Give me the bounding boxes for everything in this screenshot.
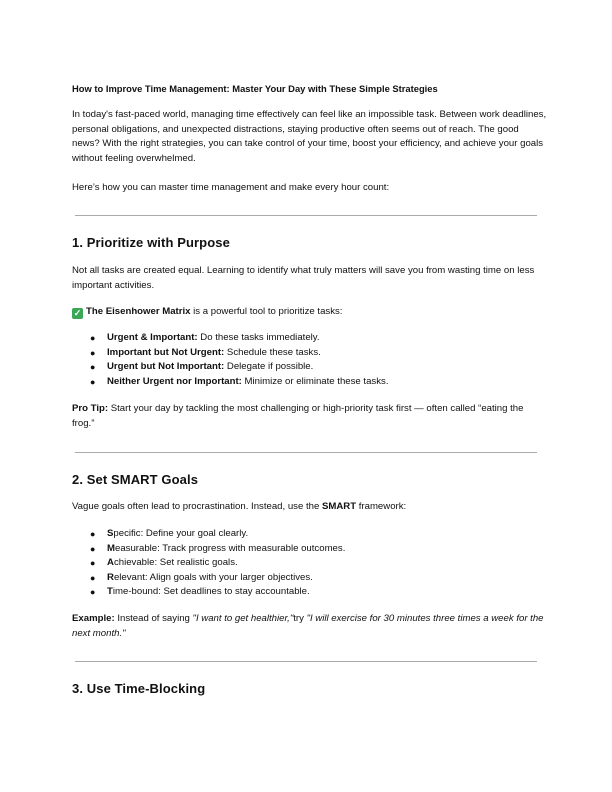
bullet-icon: ● (90, 376, 96, 387)
lead-paragraph: Here’s how you can master time management and make every hour count: (72, 182, 390, 193)
bullet-icon: ● (90, 347, 96, 358)
list-item: ● Neither Urgent nor Important: Minimize or eliminate these tasks. (90, 375, 388, 390)
bullet-icon: ● (90, 529, 96, 539)
smart-intro-paragraph: Vague goals often lead to procrastination. Instead, use the SMART framework: (72, 501, 407, 512)
eisenhower-intro: ✓ The Eisenhower Matrix is a powerful tool to prioritize tasks: (73, 306, 343, 318)
list-item: ● Important but Not Urgent: Schedule these tasks. (90, 346, 388, 361)
eisenhower-list (90, 331, 388, 389)
list-item: ● Urgent but Not Important: Delegate if possible. (90, 360, 388, 375)
section-divider (75, 661, 537, 662)
list-item: ● Relevant: Align goals with your larger objectives. (90, 571, 345, 586)
pro-tip-paragraph: Pro Tip: Start your day by tackling the most challenging or high-priority task first — often called “eating the frog.” (72, 403, 524, 429)
list-item: ● Achievable: Set realistic goals. (90, 556, 345, 571)
prioritize-paragraph: Not all tasks are created equal. Learning to identify what truly matters will save you from wasting time on less important activities. (72, 265, 535, 291)
intro-paragraph: In today's fast-paced world, managing time effectively can feel like an impossible task. Between work deadlines, personal obligations, and unexpected distractions, staying productive often seems out of reach. The good news? With the right strategies, you can take control of your time, boost your efficiency, and achieve your goals without feeling overwhelmed. (72, 109, 547, 164)
section-heading-time-blocking: 3. Use Time-Blocking (72, 681, 206, 696)
section-divider (75, 452, 537, 453)
bullet-icon: ● (90, 558, 96, 568)
bullet-icon: ● (90, 587, 96, 597)
list-item: ● Specific: Define your goal clearly. (90, 527, 345, 542)
list-item: ● Measurable: Track progress with measurable outcomes. (90, 542, 345, 557)
document-title: How to Improve Time Management: Master Your Day with These Simple Strategies (72, 83, 438, 94)
section-divider (75, 215, 537, 216)
bullet-icon: ● (90, 543, 96, 554)
smart-list (90, 527, 345, 600)
section-heading-prioritize: 1. Prioritize with Purpose (72, 235, 230, 250)
list-item: ● Urgent & Important: Do these tasks immediately. (90, 331, 388, 346)
check-mark-icon: ✓ (73, 308, 82, 318)
bullet-icon: ● (90, 333, 96, 343)
list-item: ● Time-bound: Set deadlines to stay accountable. (90, 585, 345, 600)
bullet-icon: ● (90, 572, 96, 583)
bullet-icon: ● (90, 362, 96, 372)
example-paragraph: Example: Instead of saying "I want to get healthier,"try "I will exercise for 30 minutes three times a week for the next month." (72, 613, 544, 639)
section-heading-smart-goals: 2. Set SMART Goals (72, 472, 199, 487)
